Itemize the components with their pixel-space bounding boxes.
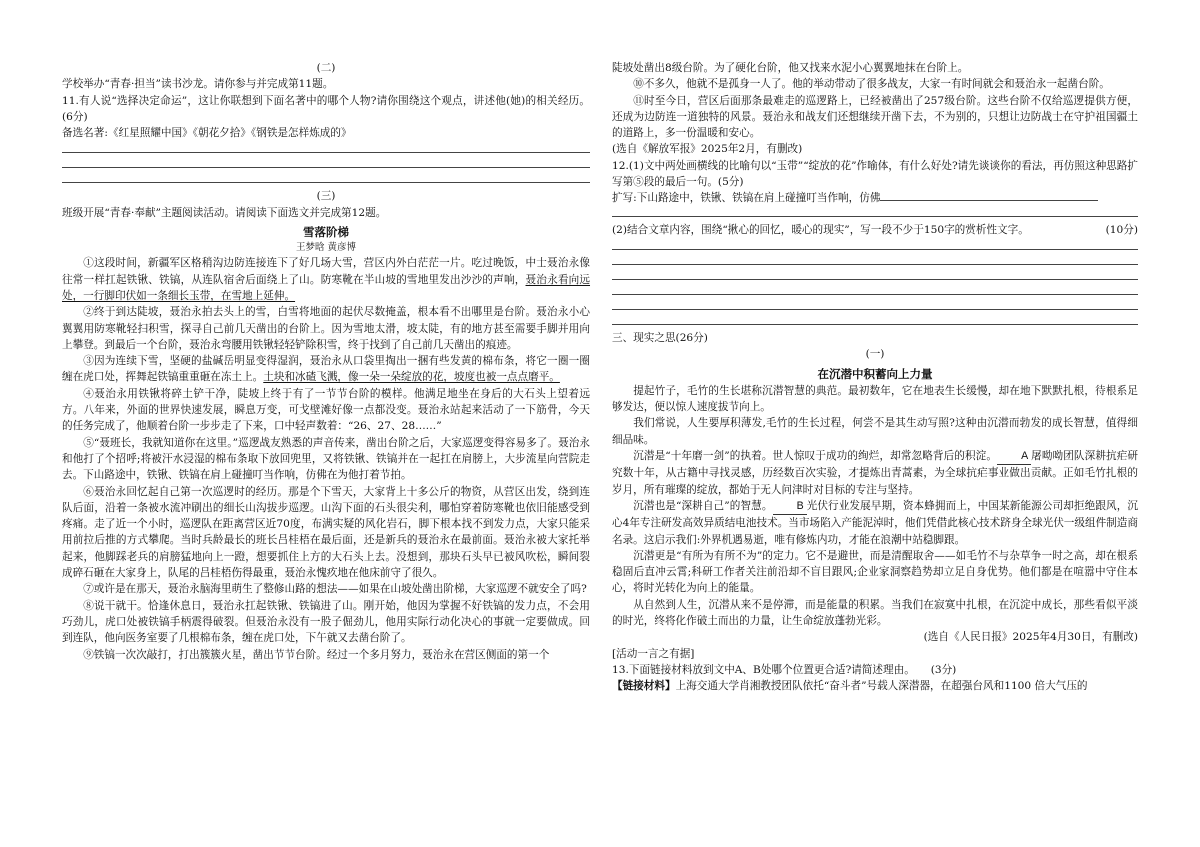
essay-paragraph-3-lead: 沉潜是“十年磨一剑”的执着。世人惊叹于成功的绚烂，却常忽略背后的积淀。	[633, 450, 998, 463]
q12-2-answer-lines	[612, 240, 1138, 325]
essay-paragraph-3-rest: 屠呦呦团队深耕抗疟研究数十年，从古籍中寻找灵感，历经数百次实验，才提炼出青蒿素，为全球抗疟事业做出贡献。正如毛竹扎根的岁月，所有璀璨的绽放，都始于无人问津时对目标的专注与坚持。	[612, 450, 1138, 496]
question-12-2	[612, 222, 1138, 238]
paragraph-4: ④聂治永用铁锹将碎土铲干净，陡坡上终于有了一节节台阶的模样。他满足地坐在身后的大石头上望着远方。八年来，外面的世界快速发展，瞬息万变，可戈壁滩好像一点都没变。聂治永站起来活动了一下筋骨，今天的任务完成了，他顺着台阶一步步走了下来，口中轻声数着：“26、27、28……”	[62, 387, 590, 433]
activity-label: [活动一言之有据]	[612, 647, 695, 660]
essay-paragraph-5: 沉潜更是“有所为有所不为”的定力。它不是避世，而是清醒取舍——如毛竹不与杂草争一时之高，却在根系稳固后直冲云霄;科研工作者关注前沿却不盲目跟风;企业家洞察趋势却立足自身优势。他们都是在喧嚣中守住本心，将时光转化为向上的能量。	[612, 549, 1138, 595]
essay-paragraph-2: 我们常说，人生要厚积薄发,毛竹的生长过程，何尝不是其生动写照?这种由沉潜而勃发的成长智慧，值得细细品味。	[612, 417, 1138, 446]
answer-line[interactable]	[612, 300, 1138, 310]
paragraph-3-text: ③因为连续下雪，坚硬的盐碱岳明显变得湿润，聂治永从口袋里掏出一捆有些发黄的棉布条，将它一圈一圈缠在虎口处，挥舞起铁镐重重砸在冻土上。	[62, 355, 590, 384]
essay-title: 在沉潜中积蓄向上力量	[817, 366, 933, 381]
answer-line[interactable]	[62, 173, 590, 183]
paragraph-9: ⑨铁镐一次次敲打，打出簇簇火星，凿出节节台阶。经过一个多月努力，聂治永在营区侧面的第一个	[83, 648, 550, 661]
paragraph-1-text: ①这段时间，新疆军区格稍沟边防连接连下了好几场大雪，营区内外白茫茫一片。吃过晚饭，中士聂治永像往常一样扛起铁锹、铁镐，从连队宿舍后面绕上了山。防寒靴在半山坡的雪地里发出沙沙的声响，	[62, 257, 590, 286]
essay-paragraph-6: 从自然到人生，沉潜从来不是停滞，而是能量的积累。当我们在寂寞中扎根，在沉淀中成长，那些看似平淡的时光，终将化作破土而出的力量，让生命绽放蓬勃光彩。	[612, 598, 1138, 628]
question-11: 11.有人说“选择决定命运”，这让你联想到下面名著中的哪个人物?请你围绕这个观点，讲述他(她)的相关经历。(6分)	[62, 94, 590, 123]
underlined-sentence-1: 聂治永看向远处，一行脚印伏如一条细长玉带，在雪地上延伸。	[62, 273, 591, 302]
answer-line[interactable]	[612, 285, 1138, 295]
blank-b[interactable]: B	[773, 498, 807, 515]
paragraph-6: ⑥聂治永回忆起自己第一次巡逻时的经历。那是个下雪天，大家背上十多公斤的物资，从营区出发，绕到连队后面，沿着一条被水流冲刷出的细长山沟拔步巡逻。山沟下面的石头很尖利，哪怕穿着防寒靴也依旧能感受到疼痛。走了近一个小时，巡逻队在距离营区近70度，布满实疑的风化岩石，脚下根本找不到发力点，大家只能采用前拉后推的方式攀爬。当时兵龄最长的班长吕桂梧在最后面，还是新兵的聂治永在最前面。聂治永被大家托举起来，他脚踩老兵的肩膀猛地向上一蹬，想要抓住上方的大石头上去。没想到，那块石头早已被风吹松，瞬间裂成碎石砸在大家身上，队尾的吕桂梧伤得最重，聂治永愧疚地在他床前守了很久。	[62, 485, 590, 580]
q12-2-score: (10分)	[1105, 223, 1138, 236]
essay-source: (选自《人民日报》2025年4月30日，有删改)	[923, 631, 1138, 644]
q11-answer-lines	[62, 143, 590, 183]
paragraph-11: ⑪时至今日，营区后面那条最难走的巡逻路上，已经被凿出了257级台阶。这些台阶不仅给巡逻提供方便，还成为边防连一道独特的风景。聂治永和战友们还想继续开凿下去，不为别的，只想让边防战士在守护祖国疆土的道路上，多一份温暖和安心。	[612, 94, 1138, 140]
paragraph-8: ⑧说干就干。恰逢休息日，聂治永扛起铁锹、铁镐进了山。刚开始，他因为掌握不好铁镐的发力点，不会用巧劲儿，虎口处被铁镐手柄震得破裂。但聂治永没有一股子倔劲儿，他用实际行动化决心的事就一定要做成。回到连队，他向医务室要了几根棉布条，缠在虎口处，下午就又去凿台阶了。	[62, 599, 590, 645]
essay-paragraph-4	[612, 498, 1138, 548]
essay-paragraph-3	[612, 448, 1138, 498]
question-13	[612, 662, 1138, 678]
article-authors: 王梦晗 黄彦博	[295, 242, 357, 254]
article-source: (选自《解放军报》2025年2月，有删改)	[612, 143, 803, 156]
part3-intro: 班级开展“青春·奉献”主题阅读活动。请阅读下面选文并完成第12题。	[62, 206, 387, 219]
right-column	[612, 60, 1138, 695]
paragraph-9-continued: 陡坡处凿出8级台阶。为了硬化台阶，他又找来水泥小心翼翼地抹在台阶上。	[612, 62, 969, 74]
q12-2-text: (2)结合文章内容，围绕“揪心的回忆，暖心的现实”，写一段不少于150字的赏析性文字。	[612, 223, 1029, 236]
answer-line[interactable]	[612, 207, 1138, 217]
link-material	[612, 678, 1138, 694]
section-3-sub: (一)	[865, 348, 885, 361]
q13-text: 13.下面链接材料放到文中A、B处哪个位置更合适?请简述理由。	[612, 663, 910, 676]
q12-expand-line	[612, 190, 1138, 206]
part3-heading: (三)	[316, 190, 336, 203]
paragraph-2: ②终于到达陡坡，聂治永拍去头上的雪，白雪将地面的起伏尽数掩盖，根本看不出哪里是台阶。聂治永小心翼翼用防寒靴轻扫积雪，探寻自己前几天凿出的台阶上。因为雪地太滑，坡太陡，有的地方甚至需要手脚并用向上攀登。到最后一个台阶，聂治永弯腰用铁锹轻轻铲除积雪，终于找到了自己前几天凿出的痕迹。	[62, 306, 590, 351]
q11-books: 备选名著:《红星照耀中国》《朝花夕拾》《钢铁是怎样炼成的》	[62, 127, 352, 140]
question-12-1: 12.(1)文中两处画横线的比喻句以“玉带”“绽放的花”作喻体，有什么好处?请先谈谈你的看法，再仿照这种思路扩写第⑤段的最后一句。(5分)	[612, 159, 1138, 189]
link-material-label: 【链接材料】	[612, 680, 676, 693]
answer-line[interactable]	[612, 240, 1138, 250]
answer-line[interactable]	[612, 270, 1138, 280]
paragraph-10: ⑩不多久，他就不是孤身一人了。他的举动带动了很多战友，大家一有时间就会和聂治永一起凿台阶。	[633, 78, 1110, 91]
expand-fill-line[interactable]	[880, 190, 1098, 201]
link-material-text: 上海交通大学肖湘教授团队依托“奋斗者”号载人深潜器，在超强台风和1100 倍大气压的	[675, 680, 1088, 693]
article-title: 雪落阶梯	[303, 225, 349, 240]
answer-line[interactable]	[612, 255, 1138, 265]
paragraph-7: ⑦或许是在那天，聂治永脑海里萌生了整修山路的想法——如果在山坡处凿出阶梯，大家巡逻不就安全了吗?	[83, 583, 587, 596]
paragraph-1	[62, 255, 590, 304]
essay-paragraph-4-rest: 光伏行业发展早期，资本蜂拥而上，中国某新能源公司却拒绝跟风，沉心4年专注研发高效异质结电池技术。当市场陷入产能泥淖时，他们凭借此核心技术跻身全球光伏一级组件制造商名录。这启示我们:外界机遇易逝，唯有修炼内功，才能在浪潮中站稳脚跟。	[612, 499, 1138, 546]
q12-expand-prompt: 扩写:下山路途中，铁锹、铁镐在肩上碰撞叮当作响，仿佛	[612, 192, 881, 205]
part2-intro: 学校举办“青春·担当”读书沙龙。请你参与并完成第11题。	[62, 78, 334, 91]
essay-paragraph-4-lead: 沉潜也是“深耕自己”的智慧。	[633, 499, 773, 512]
section-3-heading: 三、现实之思(26分)	[612, 331, 708, 344]
q13-score: (3分)	[930, 663, 957, 676]
left-column	[62, 60, 590, 663]
essay-paragraph-1: 提起竹子，毛竹的生长堪称沉潜智慧的典范。最初数年，它在地表生长缓慢，却在地下默默扎根，待根系足够发达，便以惊人速度拔节向上。	[612, 384, 1138, 414]
part2-heading: (二)	[316, 62, 336, 74]
paragraph-3	[62, 353, 590, 386]
paragraph-5: ⑤“聂班长，我就知道你在这里。”巡逻战友熟悉的声音传来，凿出台阶之后，大家巡逻变得容易多了。聂治永和他打了个招呼;将被汗水浸湿的棉布条取下放回兜里，又将铁锹、铁镐并在一起扛在肩膀上，大步流星向营院走去。下山路途中，铁锹、铁镐在肩上碰撞叮当作响，仿佛在为他打着节拍。	[62, 436, 590, 482]
blank-a[interactable]: A	[997, 448, 1031, 465]
underlined-sentence-2: 土块和冰碴飞溅，像一朵一朵绽放的花，坡度也被一点点磨平。	[263, 371, 560, 384]
answer-line[interactable]	[62, 158, 590, 168]
answer-line[interactable]	[612, 315, 1138, 325]
answer-line[interactable]	[62, 143, 590, 153]
